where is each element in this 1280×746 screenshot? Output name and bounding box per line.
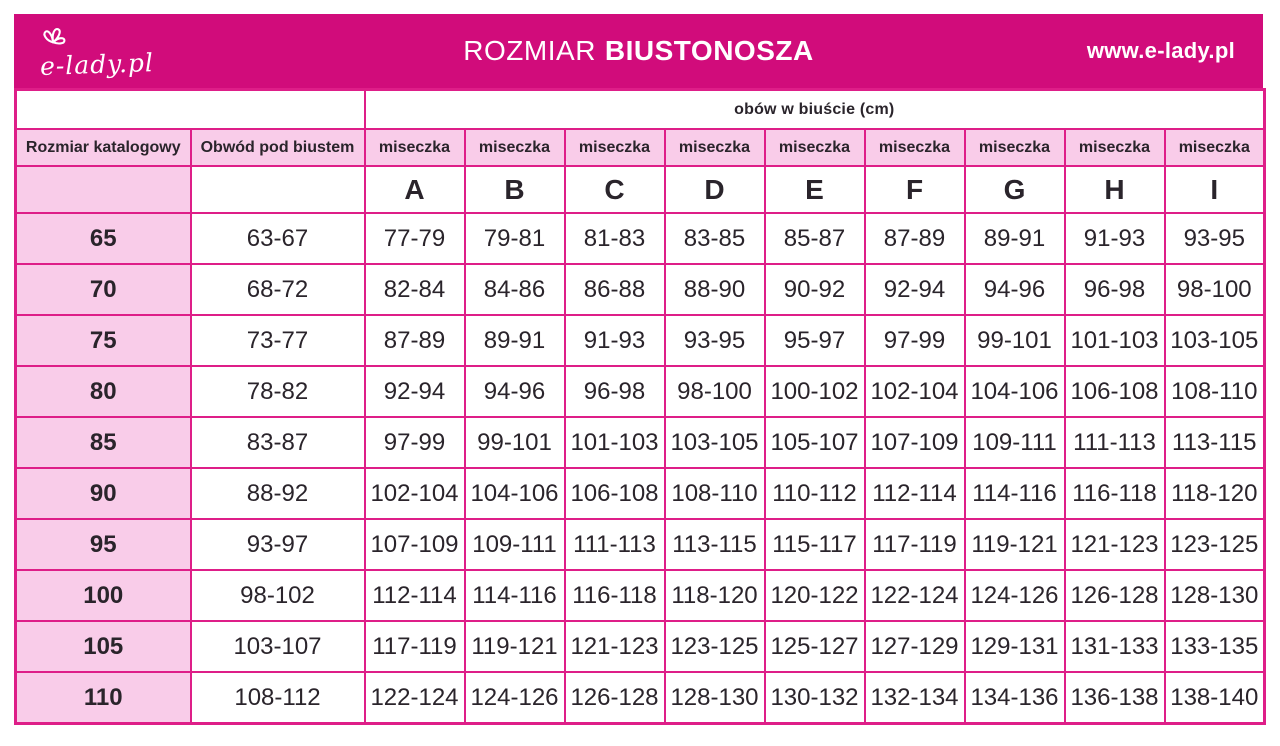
cup-value-cell: 79-81 bbox=[465, 213, 565, 264]
cup-value-cell: 119-121 bbox=[965, 519, 1065, 570]
cup-value-cell: 114-116 bbox=[465, 570, 565, 621]
table-row bbox=[16, 315, 1265, 366]
col-header-underbust: Obwód pod biustem bbox=[191, 129, 365, 166]
cup-value-cell: 103-105 bbox=[665, 417, 765, 468]
cup-value-cell: 130-132 bbox=[765, 672, 865, 724]
cup-value-cell: 87-89 bbox=[865, 213, 965, 264]
underbust-cell: 93-97 bbox=[191, 519, 365, 570]
table-row bbox=[16, 570, 1265, 621]
page-title bbox=[463, 35, 813, 67]
cup-value-cell: 113-115 bbox=[665, 519, 765, 570]
col-header-cup: miseczka bbox=[665, 129, 765, 166]
cup-value-cell: 84-86 bbox=[465, 264, 565, 315]
cup-value-cell: 127-129 bbox=[865, 621, 965, 672]
cup-value-cell: 93-95 bbox=[1165, 213, 1265, 264]
col-header-cup: miseczka bbox=[1065, 129, 1165, 166]
size-cell: 100 bbox=[16, 570, 191, 621]
cup-value-cell: 89-91 bbox=[465, 315, 565, 366]
underbust-cell: 73-77 bbox=[191, 315, 365, 366]
table-row bbox=[16, 621, 1265, 672]
cup-value-cell: 96-98 bbox=[565, 366, 665, 417]
cup-value-cell: 86-88 bbox=[565, 264, 665, 315]
website-url: www.e-lady.pl bbox=[1086, 38, 1235, 63]
cup-value-cell: 113-115 bbox=[1165, 417, 1265, 468]
empty-white-cell bbox=[191, 166, 365, 213]
cup-value-cell: 128-130 bbox=[1165, 570, 1265, 621]
cup-value-cell: 101-103 bbox=[1065, 315, 1165, 366]
header-band bbox=[14, 14, 1263, 88]
cup-value-cell: 116-118 bbox=[565, 570, 665, 621]
cup-value-cell: 116-118 bbox=[1065, 468, 1165, 519]
cup-value-cell: 82-84 bbox=[365, 264, 465, 315]
cup-value-cell: 81-83 bbox=[565, 213, 665, 264]
cup-value-cell: 108-110 bbox=[1165, 366, 1265, 417]
cup-value-cell: 91-93 bbox=[1065, 213, 1165, 264]
cup-value-cell: 100-102 bbox=[765, 366, 865, 417]
cup-value-cell: 132-134 bbox=[865, 672, 965, 724]
size-cell: 85 bbox=[16, 417, 191, 468]
title-bold: BIUSTONOSZA bbox=[604, 35, 814, 66]
cup-value-cell: 122-124 bbox=[865, 570, 965, 621]
butterfly-icon bbox=[40, 25, 68, 52]
cup-value-cell: 126-128 bbox=[1065, 570, 1165, 621]
bust-span-row bbox=[16, 90, 1265, 130]
cup-letter: C bbox=[565, 166, 665, 213]
logo bbox=[14, 25, 155, 81]
cup-letter: D bbox=[665, 166, 765, 213]
cup-value-cell: 134-136 bbox=[965, 672, 1065, 724]
size-cell: 70 bbox=[16, 264, 191, 315]
cup-letter: I bbox=[1165, 166, 1265, 213]
cup-value-cell: 114-116 bbox=[965, 468, 1065, 519]
cup-value-cell: 105-107 bbox=[765, 417, 865, 468]
underbust-cell: 88-92 bbox=[191, 468, 365, 519]
cup-letter: G bbox=[965, 166, 1065, 213]
size-cell: 75 bbox=[16, 315, 191, 366]
cup-letter: F bbox=[865, 166, 965, 213]
cup-value-cell: 95-97 bbox=[765, 315, 865, 366]
empty-corner-cell bbox=[16, 90, 365, 130]
cup-value-cell: 83-85 bbox=[665, 213, 765, 264]
table-row bbox=[16, 366, 1265, 417]
table-row bbox=[16, 468, 1265, 519]
cup-value-cell: 109-111 bbox=[965, 417, 1065, 468]
cup-value-cell: 91-93 bbox=[565, 315, 665, 366]
cup-value-cell: 97-99 bbox=[865, 315, 965, 366]
cup-value-cell: 99-101 bbox=[465, 417, 565, 468]
cup-value-cell: 112-114 bbox=[365, 570, 465, 621]
cup-value-cell: 102-104 bbox=[365, 468, 465, 519]
cup-value-cell: 88-90 bbox=[665, 264, 765, 315]
cup-value-cell: 118-120 bbox=[1165, 468, 1265, 519]
col-header-cup: miseczka bbox=[865, 129, 965, 166]
cup-value-cell: 109-111 bbox=[465, 519, 565, 570]
cup-value-cell: 133-135 bbox=[1165, 621, 1265, 672]
cup-value-cell: 94-96 bbox=[465, 366, 565, 417]
cup-value-cell: 136-138 bbox=[1065, 672, 1165, 724]
cup-letter-row bbox=[16, 166, 1265, 213]
size-cell: 105 bbox=[16, 621, 191, 672]
cup-value-cell: 89-91 bbox=[965, 213, 1065, 264]
table-row bbox=[16, 519, 1265, 570]
cup-value-cell: 93-95 bbox=[665, 315, 765, 366]
cup-value-cell: 90-92 bbox=[765, 264, 865, 315]
cup-value-cell: 115-117 bbox=[765, 519, 865, 570]
cup-value-cell: 121-123 bbox=[565, 621, 665, 672]
table-row bbox=[16, 264, 1265, 315]
underbust-cell: 78-82 bbox=[191, 366, 365, 417]
col-header-catalog-size: Rozmiar katalogowy bbox=[16, 129, 191, 166]
cup-value-cell: 98-100 bbox=[1165, 264, 1265, 315]
column-header-row bbox=[16, 129, 1265, 166]
cup-value-cell: 92-94 bbox=[365, 366, 465, 417]
cup-value-cell: 111-113 bbox=[565, 519, 665, 570]
cup-value-cell: 126-128 bbox=[565, 672, 665, 724]
size-cell: 90 bbox=[16, 468, 191, 519]
cup-value-cell: 121-123 bbox=[1065, 519, 1165, 570]
col-header-cup: miseczka bbox=[565, 129, 665, 166]
cup-value-cell: 101-103 bbox=[565, 417, 665, 468]
cup-value-cell: 124-126 bbox=[965, 570, 1065, 621]
underbust-cell: 98-102 bbox=[191, 570, 365, 621]
cup-value-cell: 120-122 bbox=[765, 570, 865, 621]
cup-value-cell: 99-101 bbox=[965, 315, 1065, 366]
table-row bbox=[16, 417, 1265, 468]
cup-value-cell: 77-79 bbox=[365, 213, 465, 264]
cup-value-cell: 124-126 bbox=[465, 672, 565, 724]
col-header-cup: miseczka bbox=[465, 129, 565, 166]
underbust-cell: 83-87 bbox=[191, 417, 365, 468]
cup-value-cell: 107-109 bbox=[365, 519, 465, 570]
table-row bbox=[16, 672, 1265, 724]
cup-value-cell: 104-106 bbox=[965, 366, 1065, 417]
cup-letter: E bbox=[765, 166, 865, 213]
cup-value-cell: 106-108 bbox=[565, 468, 665, 519]
col-header-cup: miseczka bbox=[1165, 129, 1265, 166]
cup-value-cell: 129-131 bbox=[965, 621, 1065, 672]
cup-value-cell: 125-127 bbox=[765, 621, 865, 672]
cup-value-cell: 110-112 bbox=[765, 468, 865, 519]
cup-value-cell: 96-98 bbox=[1065, 264, 1165, 315]
cup-value-cell: 128-130 bbox=[665, 672, 765, 724]
cup-value-cell: 108-110 bbox=[665, 468, 765, 519]
empty-pink-cell bbox=[16, 166, 191, 213]
cup-value-cell: 102-104 bbox=[865, 366, 965, 417]
cup-value-cell: 107-109 bbox=[865, 417, 965, 468]
cup-value-cell: 103-105 bbox=[1165, 315, 1265, 366]
cup-value-cell: 87-89 bbox=[365, 315, 465, 366]
cup-value-cell: 117-119 bbox=[365, 621, 465, 672]
cup-letter: B bbox=[465, 166, 565, 213]
underbust-cell: 103-107 bbox=[191, 621, 365, 672]
cup-value-cell: 106-108 bbox=[1065, 366, 1165, 417]
underbust-cell: 68-72 bbox=[191, 264, 365, 315]
title-regular: ROZMIAR bbox=[463, 35, 596, 66]
cup-letter: A bbox=[365, 166, 465, 213]
size-cell: 110 bbox=[16, 672, 191, 724]
cup-value-cell: 92-94 bbox=[865, 264, 965, 315]
cup-value-cell: 119-121 bbox=[465, 621, 565, 672]
cup-value-cell: 112-114 bbox=[865, 468, 965, 519]
size-cell: 65 bbox=[16, 213, 191, 264]
size-cell: 80 bbox=[16, 366, 191, 417]
col-header-cup: miseczka bbox=[365, 129, 465, 166]
cup-value-cell: 97-99 bbox=[365, 417, 465, 468]
col-header-cup: miseczka bbox=[965, 129, 1065, 166]
underbust-cell: 63-67 bbox=[191, 213, 365, 264]
cup-value-cell: 111-113 bbox=[1065, 417, 1165, 468]
cup-value-cell: 122-124 bbox=[365, 672, 465, 724]
cup-value-cell: 123-125 bbox=[665, 621, 765, 672]
bra-size-table bbox=[14, 88, 1266, 725]
bust-span-header: obów w biuście (cm) bbox=[365, 90, 1265, 130]
logo-text: e-lady.pl bbox=[39, 48, 155, 81]
cup-value-cell: 138-140 bbox=[1165, 672, 1265, 724]
cup-letter: H bbox=[1065, 166, 1165, 213]
underbust-cell: 108-112 bbox=[191, 672, 365, 724]
cup-value-cell: 117-119 bbox=[865, 519, 965, 570]
col-header-cup: miseczka bbox=[765, 129, 865, 166]
cup-value-cell: 85-87 bbox=[765, 213, 865, 264]
cup-value-cell: 123-125 bbox=[1165, 519, 1265, 570]
cup-value-cell: 118-120 bbox=[665, 570, 765, 621]
cup-value-cell: 131-133 bbox=[1065, 621, 1165, 672]
cup-value-cell: 104-106 bbox=[465, 468, 565, 519]
table-row bbox=[16, 213, 1265, 264]
cup-value-cell: 94-96 bbox=[965, 264, 1065, 315]
cup-value-cell: 98-100 bbox=[665, 366, 765, 417]
size-cell: 95 bbox=[16, 519, 191, 570]
